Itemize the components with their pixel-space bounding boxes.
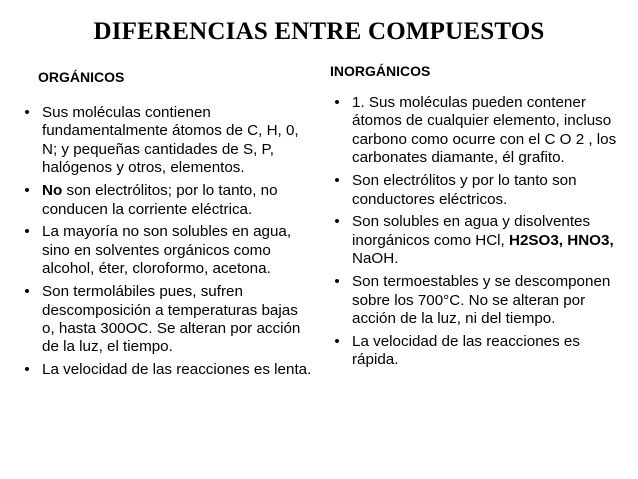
list-item <box>20 283 312 357</box>
list-item <box>330 172 630 209</box>
item-text: Son termoestables y se descomponen sobre los 700°C. No se alteran por acción de la luz, ni del tiempo. <box>352 273 611 327</box>
item-bold-text: H2SO3, HNO3, <box>509 231 614 249</box>
list-item <box>20 223 312 278</box>
organicos-list <box>20 104 312 384</box>
inorganicos-list <box>330 94 630 374</box>
item-text: Son electrólitos y por lo tanto son conductores eléctricos. <box>352 172 577 208</box>
bullet-icon: • <box>334 273 340 291</box>
bullet-icon: • <box>334 332 340 350</box>
item-text: La mayoría no son solubles en agua, sino en solventes orgánicos como alcohol, éter, cloroformo, acetona. <box>42 223 292 278</box>
list-item <box>330 213 630 268</box>
item-text: La velocidad de las reacciones es lenta. <box>42 361 312 379</box>
list-item <box>20 361 312 379</box>
list-item <box>330 333 630 370</box>
bullet-icon: • <box>334 213 340 231</box>
list-item <box>20 104 312 178</box>
slide-title: DIFERENCIAS ENTRE COMPUESTOS <box>93 18 545 45</box>
bullet-icon: • <box>24 283 30 301</box>
item-text: 1. Sus moléculas pueden contener átomos de cualquier elemento, incluso carbono como ocurre con el C O 2 , los carbonates diamante, él grafito. <box>352 94 617 167</box>
item-bold-text: No <box>42 182 63 200</box>
bullet-icon: • <box>24 361 30 379</box>
item-text: son electrólitos; por lo tanto, no conducen la corriente eléctrica. <box>42 182 278 218</box>
organicos-heading: ORGÁNICOS <box>38 69 125 85</box>
item-text: Sus moléculas contienen fundamentalmente átomos de C, H, 0, N; y pequeñas cantidades de S, P, halógenos y otros, elementos. <box>42 104 299 177</box>
item-text: La velocidad de las reacciones es rápida. <box>352 332 580 369</box>
list-item <box>330 273 630 328</box>
bullet-icon: • <box>334 94 340 111</box>
bullet-icon: • <box>24 104 30 121</box>
bullet-icon: • <box>24 223 30 241</box>
bullet-icon: • <box>24 182 30 200</box>
item-text: Son termolábiles pues, sufren descomposición a temperaturas bajas o, hasta 300OC. Se alteran por acción de la luz, el tiempo. <box>42 283 301 356</box>
list-item <box>20 182 312 219</box>
inorganicos-heading: INORGÁNICOS <box>330 63 431 79</box>
bullet-icon: • <box>334 172 340 190</box>
list-item <box>330 94 630 168</box>
item-text-after: NaOH. <box>352 250 399 268</box>
item-text: Son solubles en agua y disolventes inorgánicos como HCl, <box>352 213 591 249</box>
